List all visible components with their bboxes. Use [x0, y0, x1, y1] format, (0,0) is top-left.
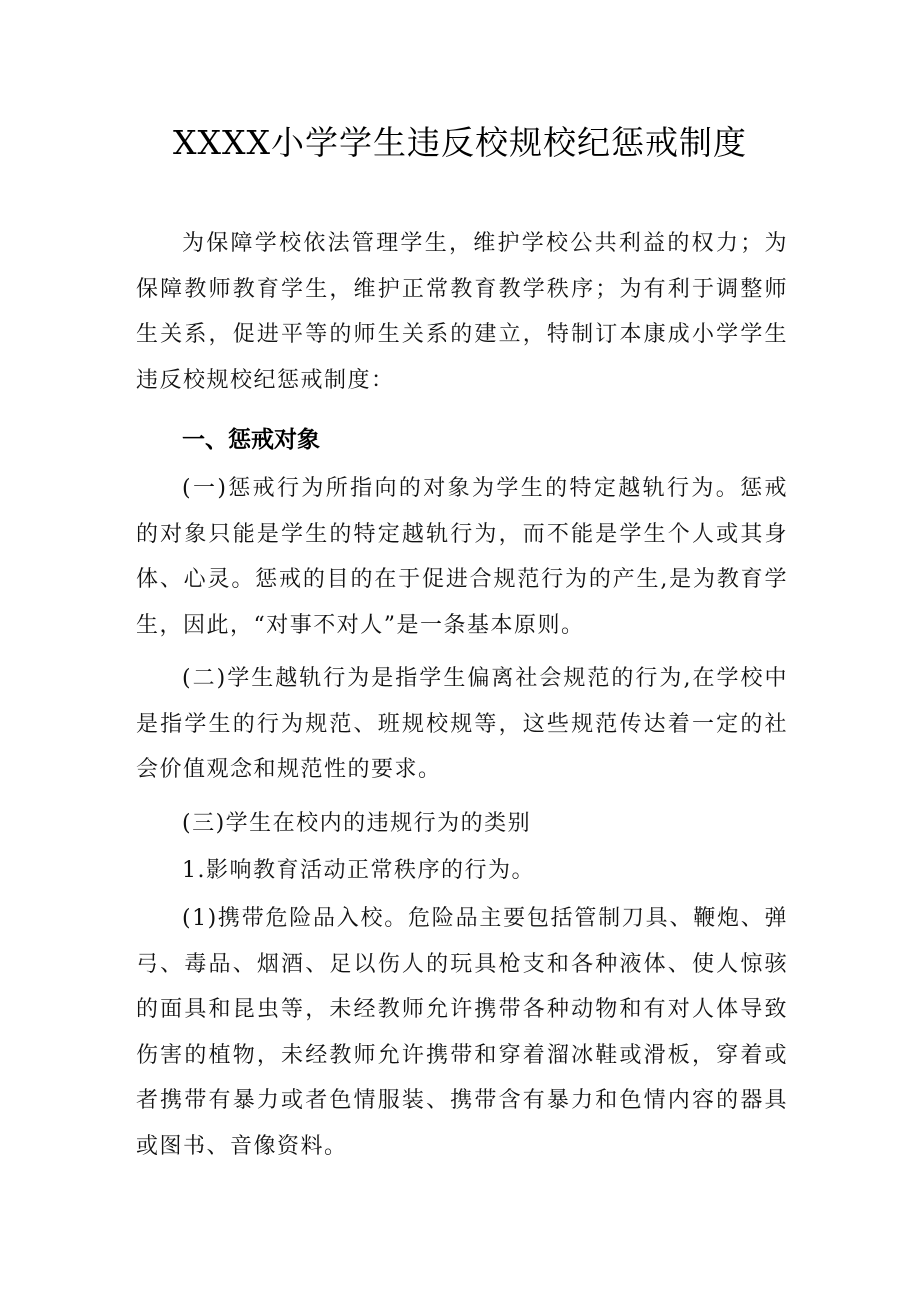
- intro-paragraph: 为保障学校依法管理学生，维护学校公共利益的权力；为保障教师教育学生，维护正常教育教学秩序；为有利于调整师生关系，促进平等的师生关系的建立，特制订本康成小学学生违反校规校纪惩戒制度：: [136, 231, 788, 393]
- clause-1-paragraph: (一)惩戒行为所指向的对象为学生的特定越轨行为。惩戒的对象只能是学生的特定越轨行为，而不能是学生个人或其身体、心灵。惩戒的目的在于促进合规范行为的产生,是为教育学生，因此，“对事不对人”是一条基本原则。: [136, 476, 788, 638]
- clause-3-heading: (三)学生在校内的违规行为的类别: [182, 811, 532, 836]
- clause-2-paragraph: (二)学生越轨行为是指学生偏离社会规范的行为,在学校中是指学生的行为规范、班规校规等，这些规范传达着一定的社会价值观念和规范性的要求。: [136, 666, 788, 783]
- subclause-1-heading: 1.影响教育活动正常秩序的行为。: [182, 858, 535, 883]
- document-title: XXXX小学学生违反校规校纪惩戒制度: [173, 123, 747, 162]
- subclause-1-1-paragraph: (1)携带危险品入校。危险品主要包括管制刀具、鞭炮、弹弓、毒品、烟酒、足以伤人的玩具枪支和各种液体、使人惊骇的面具和昆虫等，未经教师允许携带各种动物和有对人体导致伤害的植物，未经教师允许携带和穿着溜冰鞋或滑板，穿着或者携带有暴力或者色情服装、携带含有暴力和色情内容的器具或图书、音像资料。: [136, 906, 788, 1159]
- section-heading-punishment-object: 一、惩戒对象: [182, 427, 320, 453]
